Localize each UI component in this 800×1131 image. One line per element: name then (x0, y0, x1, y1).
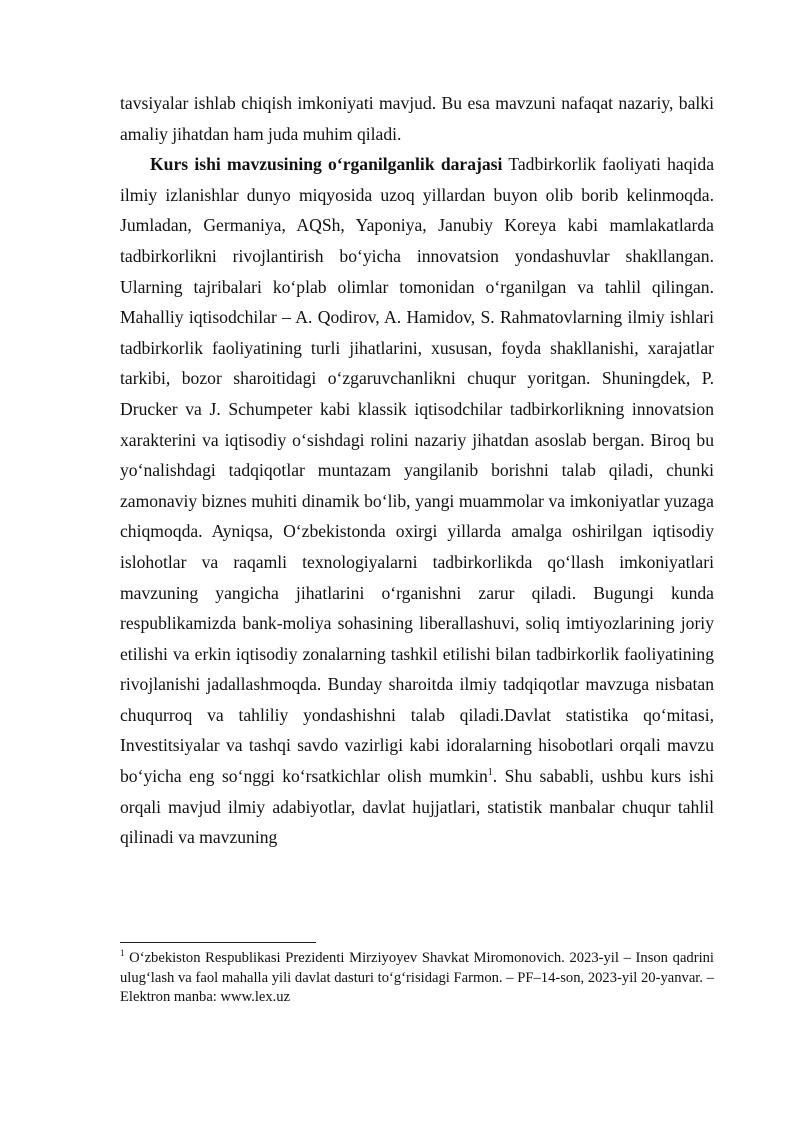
footnote-divider (120, 942, 316, 943)
section-heading: Kurs ishi mavzusining o‘rganilganlik darajasi (150, 154, 503, 175)
section-text-1: Tadbirkorlik faoliyati haqida ilmiy izlanishlar dunyo miqyosida uzoq yillardan buyon olib borib kelinmoqda. Jumladan, Germaniya, AQSh, Yaponiya, Janubiy Koreya kabi mamlakatlarda tadbirkorlikni rivojlantirish bo‘yicha innovatsion yondashuvlar shakllangan. Ularning tajribalari ko‘plab olimlar tomonidan o‘rganilgan va tahlil qilingan. Mahalliy iqtisodchilar – A. Qodirov, A. Hamidov, S. Rahmatovlarning ilmiy ishlari tadbirkorlik faoliyatining turli jihatlarini, xususan, foyda shakllanishi, xarajatlar tarkibi, bozor sharoitidagi o‘zgaruvchanlikni chuqur yoritgan. Shuningdek, P. Drucker va J. Schumpeter kabi klassik iqtisodchilar tadbirkorlikning innovatsion xarakterini va iqtisodiy o‘sishdagi rolini nazariy jihatdan asoslab bergan. Biroq bu yo‘nalishdagi tadqiqotlar muntazam yangilanib borishni talab qiladi, chunki zamonaviy biznes muhiti dinamik bo‘lib, yangi muammolar va imkoniyatlar yuzaga chiqmoqda. Ayniqsa, O‘zbekistonda oxirgi yillarda amalga oshirilgan iqtisodiy islohotlar va raqamli texnologiyalarni tadbirkorlikda qo‘llash imkoniyatlari mavzuning yangicha jihatlarini o‘rganishni zarur qiladi. Bugungi kunda respublikamizda bank-moliya sohasining liberallashuvi, soliq imtiyozlarining joriy etilishi va erkin iqtisodiy zonalarning tashkil etilishi bilan tadbirkorlik faoliyatining rivojlanishi jadallashmoqda. Bunday sharoitda ilmiy tadqiqotlar mavzuga nisbatan chuqurroq va tahliliy yondashishni talab qiladi.Davlat statistika qo‘mitasi, Investitsiyalar va tashqi savdo vazirligi kabi idoralarning hisobotlari orqali mavzu bo‘yicha eng so‘nggi ko‘rsatkichlar olish mumkin (120, 154, 714, 787)
footnote-text: O‘zbekiston Respublikasi Prezidenti Mirziyoyev Shavkat Miromonovich. 2023-yil – Inson qadrini ulug‘lash va faol mahalla yili davlat dasturi to‘g‘risidagi Farmon. – PF–14-son, 2023-yil 20-yanvar. – Elektron manba: www.lex.uz (120, 950, 714, 1006)
footnote-marker: 1 (120, 948, 125, 959)
section-paragraph (120, 149, 714, 853)
footnote (120, 949, 714, 1008)
intro-paragraph: tavsiyalar ishlab chiqish imkoniyati mavjud. Bu esa mavzuni nafaqat nazariy, balki amaliy jihatdan ham juda muhim qiladi. (120, 93, 714, 144)
footnote-reference: 1 (487, 767, 493, 779)
section-text-2: . Shu sababli, ushbu kurs ishi orqali mavjud ilmiy adabiyotlar, davlat hujjatlari, statistik manbalar chuqur tahlil qilinadi va mavzuning (120, 766, 714, 848)
body-text (120, 88, 714, 853)
